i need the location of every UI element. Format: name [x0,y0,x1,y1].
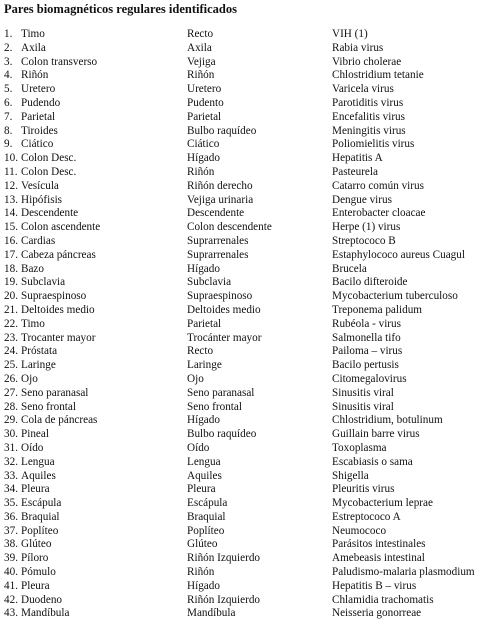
second-point: Aquiles [187,469,222,482]
second-point: Hígado [187,414,220,427]
second-point: Recto [187,345,214,358]
pathogen: Catarro común virus [332,179,424,192]
list-item [0,359,489,373]
first-point: Cardias [21,234,56,247]
first-point: Supraespinoso [21,290,87,303]
first-point: Cabeza páncreas [21,248,96,261]
list-item [0,497,489,511]
item-number: 36. [4,510,18,523]
organ-point-cell [0,125,187,139]
list-item [0,28,489,42]
item-number: 13. [4,193,18,206]
first-point: Pleura [21,483,50,496]
second-point: Riñón Izquierdo [187,593,261,606]
list-item [0,152,489,166]
second-point: Supraespinoso [187,290,253,303]
organ-point-cell [0,152,187,166]
first-point: Poplíteo [21,524,59,537]
item-number: 22. [4,317,18,330]
pathogen: Estreptococo A [332,510,401,523]
first-point: Laringe [21,359,56,372]
pathogen: Rabia virus [332,41,384,54]
first-point: Lengua [21,455,55,468]
list-item [0,166,489,180]
first-point: Seno paranasal [21,386,89,399]
pathogen: Neisseria gonorreae [332,607,422,620]
item-number: 25. [4,359,18,372]
first-point: Vesícula [21,179,59,192]
pathogen: Mycobacterium leprae [332,497,433,510]
second-point: Recto [187,28,214,40]
pathogen: Neumococo [332,524,387,537]
list-item [0,235,489,249]
list-item [0,304,489,318]
organ-point-cell [0,332,187,346]
first-point: Aquiles [21,469,56,482]
organ-point-cell [0,138,187,152]
second-point: Trocánter mayor [187,331,262,344]
pathogen: Hepatitis B – virus [332,579,417,592]
pathogen: Sinusitis viral [332,400,394,413]
organ-point-cell [0,221,187,235]
pathogen: Salmonella tifo [332,331,401,344]
organ-point-cell [0,607,187,621]
second-point: Axila [187,41,212,54]
pathogen: VIH (1) [332,28,368,40]
item-number: 17. [4,248,18,261]
list-item [0,470,489,484]
first-point: Parietal [21,110,56,123]
second-point: Deltoides medio [187,303,261,316]
first-point: Próstata [21,345,58,358]
organ-point-cell [0,69,187,83]
list-item [0,387,489,401]
list-item [0,607,489,621]
second-point: Vejiga urinaria [187,193,254,206]
organ-point-cell [0,566,187,580]
item-number: 29. [4,414,18,427]
first-point: Cola de páncreas [21,414,98,427]
pathogen: Bacilo pertusis [332,359,399,372]
list-item [0,138,489,152]
second-point: Poplíteo [187,524,225,537]
pathogen: Chlostridium tetanie [332,69,424,82]
item-number: 14. [4,207,18,220]
organ-point-cell [0,194,187,208]
pathogen: Poliomielitis virus [332,138,415,151]
item-number: 4. [4,69,13,82]
first-point: Colon transverso [21,55,98,68]
first-point: Timo [21,28,45,40]
pairs-list [0,28,489,621]
item-number: 2. [4,41,13,54]
first-point: Braquial [21,510,60,523]
pathogen: Treponema palidum [332,303,423,316]
pathogen: Pailoma – virus [332,345,403,358]
organ-point-cell [0,207,187,221]
organ-point-cell [0,180,187,194]
second-point: Glúteo [187,538,218,551]
first-point: Pudendo [21,96,61,109]
organ-point-cell [0,483,187,497]
list-item [0,483,489,497]
pathogen: Shigella [332,469,369,482]
pathogen: Parásitos intestinales [332,538,426,551]
item-number: 32. [4,455,18,468]
first-point: Ciático [21,138,54,151]
item-number: 35. [4,497,18,510]
first-point: Glúteo [21,538,52,551]
item-number: 9. [4,138,13,151]
second-point: Parietal [187,317,222,330]
item-number: 6. [4,96,13,109]
first-point: Tiroides [21,124,58,137]
organ-point-cell [0,249,187,263]
item-number: 31. [4,441,18,454]
organ-point-cell [0,552,187,566]
list-item [0,111,489,125]
first-point: Subclavia [21,276,66,289]
pathogen: Sinusitis viral [332,386,394,399]
first-point: Pineal [21,428,49,441]
pathogen: Vibrio cholerae [332,55,402,68]
item-number: 23. [4,331,18,344]
list-item [0,221,489,235]
item-number: 16. [4,234,18,247]
first-point: Uretero [21,83,56,96]
item-number: 12. [4,179,18,192]
list-item [0,42,489,56]
list-item [0,180,489,194]
first-point: Ojo [21,372,38,385]
organ-point-cell [0,414,187,428]
first-point: Timo [21,317,45,330]
pathogen: Brucela [332,262,367,275]
first-point: Colon Desc. [21,152,77,165]
pathogen: Estaphylococo aureus Cuagul [332,248,465,261]
list-item [0,456,489,470]
organ-point-cell [0,166,187,180]
item-number: 34. [4,483,18,496]
list-item [0,125,489,139]
item-number: 41. [4,579,18,592]
list-item [0,207,489,221]
list-item [0,263,489,277]
organ-point-cell [0,525,187,539]
second-point: Subclavia [187,276,232,289]
first-point: Colon ascendente [21,221,101,234]
pathogen: Rubéola - virus [332,317,401,330]
list-item [0,594,489,608]
organ-point-cell [0,401,187,415]
organ-point-cell [0,304,187,318]
pathogen: Varicela virus [332,83,394,96]
organ-point-cell [0,428,187,442]
item-number: 21. [4,303,18,316]
list-item [0,332,489,346]
item-number: 42. [4,593,18,606]
organ-point-cell [0,263,187,277]
item-number: 28. [4,400,18,413]
item-number: 10. [4,152,18,165]
item-number: 24. [4,345,18,358]
first-point: Mandíbula [21,607,70,620]
organ-point-cell [0,470,187,484]
item-number: 18. [4,262,18,275]
second-point: Suprarrenales [187,248,249,261]
second-point: Pudento [187,96,224,109]
first-point: Hipófisis [21,193,63,206]
organ-point-cell [0,594,187,608]
second-point: Hígado [187,262,220,275]
list-item [0,290,489,304]
list-item [0,580,489,594]
list-item [0,194,489,208]
item-number: 5. [4,83,13,96]
second-point: Ojo [187,372,204,385]
item-number: 15. [4,221,18,234]
item-number: 39. [4,552,18,565]
pathogen: Mycobacterium tuberculoso [332,290,458,303]
first-point: Riñón [21,69,49,82]
item-number: 26. [4,372,18,385]
first-point: Pleura [21,579,50,592]
pathogen: Chlamidia trachomatis [332,593,434,606]
item-number: 30. [4,428,18,441]
first-point: Pómulo [21,566,56,579]
second-point: Hígado [187,152,220,165]
item-number: 1. [4,28,13,40]
pathogen: Enterobacter cloacae [332,207,426,220]
organ-point-cell [0,235,187,249]
organ-point-cell [0,456,187,470]
list-item [0,525,489,539]
pathogen: Escabiasis o sama [332,455,413,468]
item-number: 43. [4,607,18,620]
pathogen: Pleuritis virus [332,483,395,496]
item-number: 37. [4,524,18,537]
pathogen: Chlostridium, botulinum [332,414,443,427]
list-item [0,56,489,70]
organ-point-cell [0,42,187,56]
second-point: Escápula [187,497,228,510]
pathogen: Citomegalovirus [332,372,407,385]
second-point: Riñón [187,69,215,82]
second-point: Parietal [187,110,222,123]
second-point: Ciático [187,138,220,151]
list-item [0,373,489,387]
second-point: Hígado [187,579,220,592]
list-item [0,345,489,359]
first-point: Duodeno [21,593,63,606]
second-point: Riñón [187,165,215,178]
list-item [0,249,489,263]
second-point: Riñón Izquierdo [187,552,261,565]
first-point: Bazo [21,262,44,275]
item-number: 33. [4,469,18,482]
first-point: Deltoides medio [21,303,95,316]
item-number: 3. [4,55,13,68]
pathogen: Toxoplasma [332,441,387,454]
second-point: Oído [187,441,210,454]
second-point: Braquial [187,510,226,523]
second-point: Seno paranasal [187,386,255,399]
first-point: Trocanter mayor [21,331,96,344]
item-number: 19. [4,276,18,289]
item-number: 20. [4,290,18,303]
pathogen: Amebeasis intestinal [332,552,425,565]
list-item [0,69,489,83]
second-point: Colon descendente [187,221,272,234]
item-number: 27. [4,386,18,399]
list-item [0,276,489,290]
pathogen: Parotiditis virus [332,96,404,109]
pathogen: Pasteurela [332,165,378,178]
pathogen: Herpe (1) virus [332,221,401,234]
second-point: Pleura [187,483,216,496]
pathogen: Guillain barre virus [332,428,420,441]
second-point: Vejiga [187,55,216,68]
organ-point-cell [0,373,187,387]
item-number: 40. [4,566,18,579]
organ-point-cell [0,345,187,359]
second-point: Laringe [187,359,222,372]
organ-point-cell [0,28,187,42]
second-point: Riñón derecho [187,179,253,192]
organ-point-cell [0,511,187,525]
pathogen: Bacilo difteroide [332,276,408,289]
organ-point-cell [0,318,187,332]
organ-point-cell [0,97,187,111]
second-point: Seno frontal [187,400,242,413]
first-point: Axila [21,41,46,54]
first-point: Descendente [21,207,79,220]
second-point: Descendente [187,207,245,220]
organ-point-cell [0,111,187,125]
list-item [0,538,489,552]
organ-point-cell [0,56,187,70]
organ-point-cell [0,359,187,373]
list-item [0,318,489,332]
organ-point-cell [0,538,187,552]
list-item [0,97,489,111]
list-item [0,511,489,525]
second-point: Uretero [187,83,222,96]
first-point: Píloro [21,552,49,565]
item-number: 11. [4,165,18,178]
pathogen: Hepatitis A [332,152,383,165]
first-point: Seno frontal [21,400,76,413]
pathogen: Dengue virus [332,193,392,206]
item-number: 38. [4,538,18,551]
second-point: Lengua [187,455,221,468]
second-point: Riñón [187,566,215,579]
organ-point-cell [0,387,187,401]
second-point: Suprarrenales [187,234,249,247]
pathogen: Encefalitis virus [332,110,406,123]
list-item [0,552,489,566]
organ-point-cell [0,276,187,290]
item-number: 7. [4,110,13,123]
organ-point-cell [0,83,187,97]
list-item [0,414,489,428]
organ-point-cell [0,580,187,594]
second-point: Bulbo raquídeo [187,428,257,441]
organ-point-cell [0,442,187,456]
pathogen: Paludismo-malaria plasmodium [332,566,475,579]
pathogen: Meningitis virus [332,124,406,137]
list-item [0,442,489,456]
first-point: Escápula [21,497,62,510]
item-number: 8. [4,124,13,137]
organ-point-cell [0,497,187,511]
second-point: Bulbo raquídeo [187,124,257,137]
list-item [0,83,489,97]
first-point: Colon Desc. [21,165,77,178]
second-point: Mandíbula [187,607,236,620]
list-item [0,566,489,580]
pathogen: Streptococo B [332,234,396,247]
document-title: Pares biomagnéticos regulares identificados [4,2,237,16]
list-item [0,428,489,442]
list-item [0,401,489,415]
organ-point-cell [0,290,187,304]
first-point: Oído [21,441,44,454]
